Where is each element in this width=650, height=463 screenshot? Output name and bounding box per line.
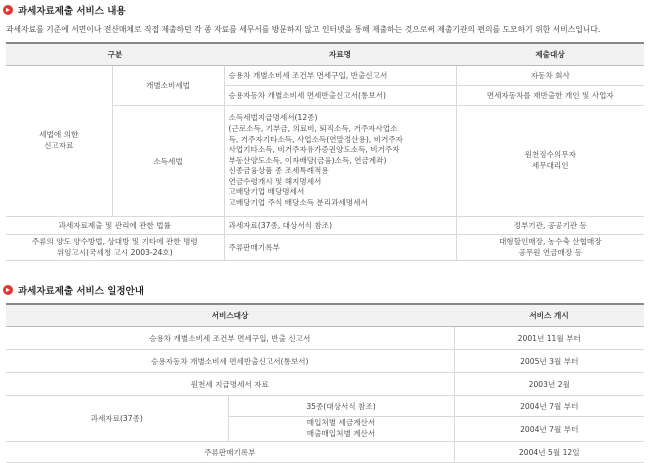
header-service-target: 서비스대상 xyxy=(6,304,454,327)
income-line: 득, 거주자기타소득, 사업소득(연말정산용), 비거주자 xyxy=(228,134,403,144)
tax-sub-target-line: 매입처별 세금계산서 xyxy=(306,418,376,428)
group-label-line: 세법에 의한 xyxy=(39,130,79,140)
income-line: 신종금융상품 종 조세특례적용 xyxy=(228,166,329,176)
tax-sub-target-cell: 35종(대상서식 참조) xyxy=(228,396,454,417)
group-label-cell xyxy=(6,66,112,217)
income-line: 부동산양도소득, 이자배당(금융)소득, 연금계좌) xyxy=(228,155,387,165)
liquor-target-cell xyxy=(456,235,644,261)
income-items-cell xyxy=(224,106,456,217)
header-service-start: 서비스 개시 xyxy=(454,304,644,327)
liquor-name-cell: 주류판매기록부 xyxy=(224,235,456,261)
income-line: 사업기타소득, 비거주자유가증권양도소득, 비거주자 xyxy=(228,145,400,155)
section1-title: 과세자료제출 서비스 내용 xyxy=(3,3,126,17)
excise-law-cell: 개별소비세법 xyxy=(112,66,224,106)
tax-sub-target-cell xyxy=(228,417,454,442)
schedule-start-cell: 2004년 5월 12일 xyxy=(454,442,644,463)
liquor-target-line: 공무원 연금매장 등 xyxy=(518,247,583,257)
income-line: 연금수령개시 및 해지명세서 xyxy=(228,176,322,186)
header-name: 자료명 xyxy=(224,43,456,66)
mgmt-law-cell: 과세자료제출 및 관리에 관한 법률 xyxy=(6,217,224,235)
income-target-line: 원천징수의무자 xyxy=(524,150,576,160)
tax-sub-target-line: 매출매입처별 계산서 xyxy=(306,429,376,438)
mgmt-target-cell: 정부기관, 공공기관 등 xyxy=(456,217,644,235)
excise-row-name: 승용자동차 개별소비세 면세반출신고서(통보서) xyxy=(224,86,456,106)
income-target-line: 세무대리인 xyxy=(531,161,569,170)
bullet-arrow-icon xyxy=(3,285,13,295)
service-content-table xyxy=(6,42,644,261)
section1-intro: 과세자료를 기준에 서면이나 전산매체로 직접 제출하던 각 종 자료를 세무서를 방문하지 않고 인터넷을 통해 제출하는 것으로써 제출기관의 편의를 도모하기 위한 서비스입니다. xyxy=(6,25,601,34)
group-label-line: 신고자료 xyxy=(44,141,74,150)
income-line: 고배당기업 주식 배당소득 분리과세명세서 xyxy=(228,198,368,208)
schedule-start-cell: 2003년 2월 xyxy=(454,373,644,396)
liquor-law-line: 위임고시(국세청 고시 2003-24호) xyxy=(56,247,173,257)
tax-sub-start-cell: 2004년 7월 부터 xyxy=(454,396,644,417)
income-line: (근로소득, 기부금, 의료비, 퇴직소득, 거주자사업소 xyxy=(228,123,398,133)
excise-row-name: 승용차 개별소비세 조건부 면세구입, 반출신고서 xyxy=(224,66,456,86)
income-line: 고배당기업 배당명세서 xyxy=(228,187,305,197)
schedule-target-cell: 원천세 지급명세서 자료 xyxy=(6,373,454,396)
schedule-target-cell: 승용자동차 개별소비세 면세반출신고서(통보서) xyxy=(6,350,454,373)
header-target: 제출대상 xyxy=(456,43,644,66)
income-line: 소득세법지급명세서(12종) xyxy=(228,113,318,123)
service-schedule-table xyxy=(6,303,644,463)
schedule-start-cell: 2005년 3월 부터 xyxy=(454,350,644,373)
section2-title: 과세자료제출 서비스 일정안내 xyxy=(3,283,144,297)
income-target-cell xyxy=(456,106,644,217)
schedule-start-cell: 2001년 11월 부터 xyxy=(454,327,644,350)
excise-row-target: 자동차 회사 xyxy=(456,66,644,86)
excise-row-target: 면세자동차를 재반출한 개인 및 사업자 xyxy=(456,86,644,106)
schedule-target-cell: 승용차 개별소비세 조건부 면세구입, 반출 신고서 xyxy=(6,327,454,350)
header-category: 구분 xyxy=(6,43,224,66)
liquor-target-line: 대형할인매장, 농수축 산협매장 xyxy=(498,236,602,246)
mgmt-name-cell: 과세자료(37종, 대상서식 참조) xyxy=(224,217,456,235)
liquor-law-line: 주류의 양도 양수방법, 상대방 및 기타에 관한 명령 xyxy=(31,236,198,246)
tax-group-cell: 과세자료(37종) xyxy=(6,396,228,442)
income-law-cell: 소득세법 xyxy=(112,106,224,217)
tax-sub-start-cell: 2004년 7월 부터 xyxy=(454,417,644,442)
bullet-arrow-icon xyxy=(3,5,13,15)
schedule-target-cell: 주류판매기록부 xyxy=(6,442,454,463)
liquor-law-cell xyxy=(6,235,224,261)
